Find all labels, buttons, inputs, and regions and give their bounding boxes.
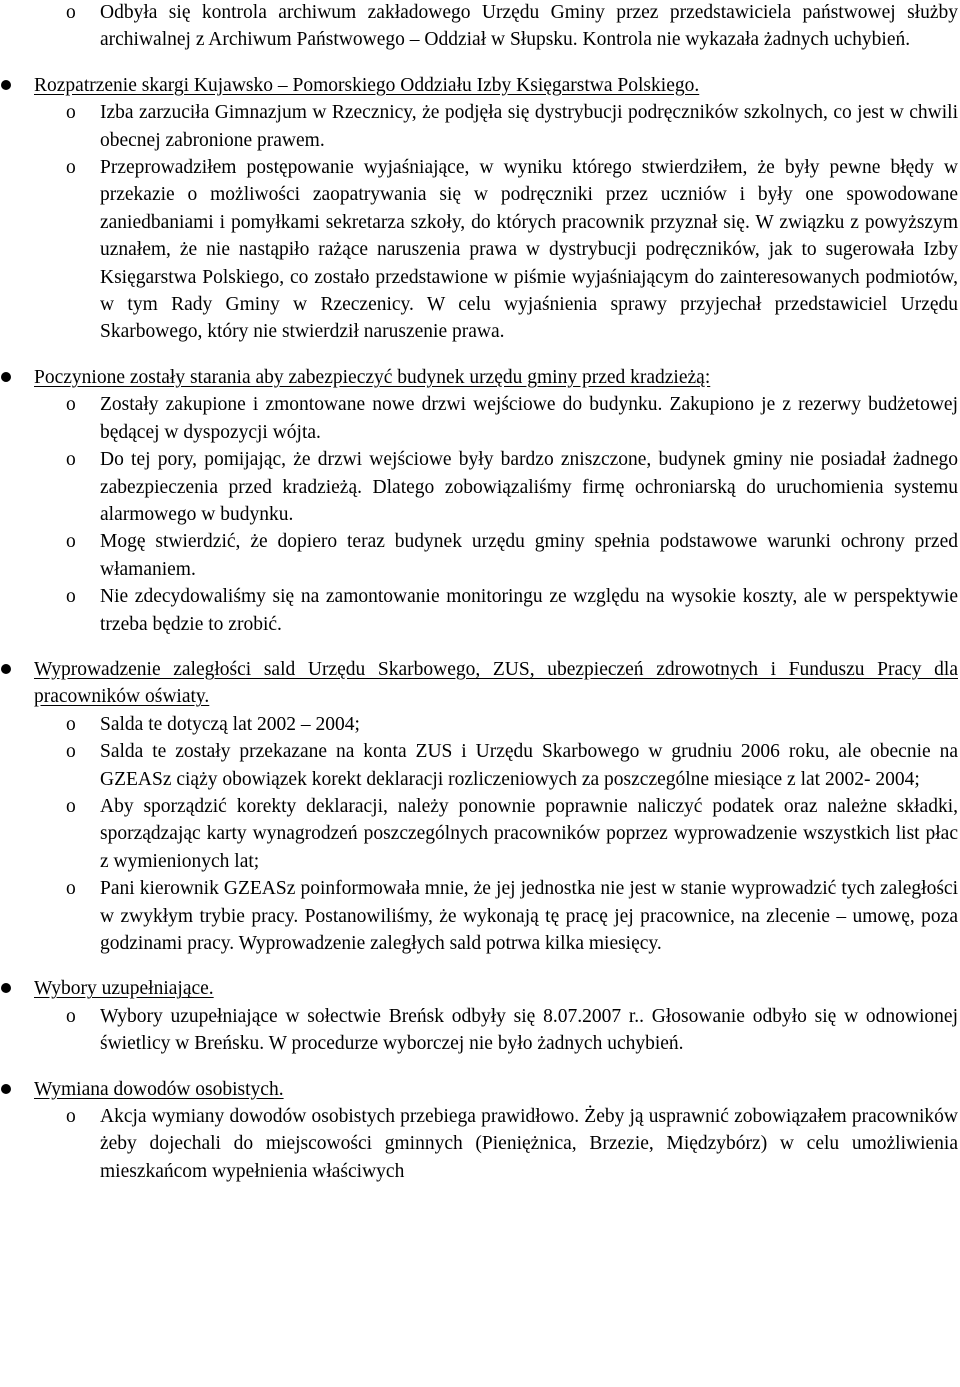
list-marker: o: [66, 586, 76, 608]
list-marker: o: [66, 1005, 76, 1027]
item-text: Izba zarzuciła Gimnazjum w Rzecznicy, że podjęła się dystrybucji podręczników szkolnych, co jest w chwili obecnej zabronione prawem.: [100, 102, 958, 151]
list-marker: o: [66, 878, 76, 900]
item-text: Salda te zostały przekazane na konta ZUS i Urzędu Skarbowego w grudniu 2006 roku, ale obecnie na GZEASz ciąży obowiązek korekt deklaracji rozliczeniowych za poszczególne miesiące z lat 2002- 2004;: [100, 741, 958, 790]
section-heading: Wymiana dowodów osobistych.: [34, 1078, 284, 1100]
bullet-icon: [1, 80, 11, 90]
list-item: [66, 583, 958, 638]
list-marker: o: [66, 741, 76, 763]
bullet-icon: [1, 1084, 11, 1094]
list-marker: o: [66, 449, 76, 471]
section-wybory: [34, 975, 958, 1002]
list-item: [66, 793, 958, 875]
item-text: Odbyła się kontrola archiwum zakładowego Urzędu Gminy przez przedstawiciela państwowej służby archiwalnej z Archiwum Państwowego – Oddział w Słupsku. Kontrola nie wykazała żadnych uchybień.: [100, 2, 958, 51]
spacer: [0, 957, 960, 975]
spacer: [0, 346, 960, 364]
spacer: [0, 1058, 960, 1076]
list-marker: o: [66, 157, 76, 179]
list-item: [66, 738, 958, 793]
list-marker: o: [66, 795, 76, 817]
item-text: Nie zdecydowaliśmy się na zamontowanie monitoringu ze względu na wysokie koszty, ale w perspektywie trzeba będzie to zrobić.: [100, 586, 958, 635]
list-item: [66, 1103, 958, 1185]
list-marker: o: [66, 713, 76, 735]
list-item: [66, 528, 958, 583]
list-item: [66, 0, 958, 54]
section-zaleglosci: [34, 656, 958, 711]
bullet-icon: [1, 372, 11, 382]
item-text: Pani kierownik GZEASz poinformowała mnie, że jej jednostka nie jest w stanie wyprowadzić tych zaległości w zwykłym trybie pracy. Postanowiliśmy, że wykonają tę pracę jej pracownice, na zlecenie – umowę, poza godzinami pracy. Wyprowadzenie zaległych sald potrwa kilka miesięcy.: [100, 878, 958, 954]
spacer: [0, 638, 960, 656]
spacer: [0, 54, 960, 72]
bullet-icon: [1, 983, 11, 993]
item-text: Mogę stwierdzić, że dopiero teraz budynek urzędu gminy spełnia podstawowe warunki ochrony przed włamaniem.: [100, 531, 958, 580]
section-zabezpieczenie: [34, 364, 958, 391]
list-marker: o: [66, 531, 76, 553]
list-item: [66, 391, 958, 446]
item-text: Akcja wymiany dowodów osobistych przebiega prawidłowo. Żeby ją usprawnić zobowiązałem pracowników żeby dojechali do miejscowości gminnych (Pieniężnica, Brzezie, Międzybórz) w celu umożliwienia mieszkańcom wypełnienia właściwych: [100, 1106, 958, 1182]
list-item: [66, 446, 958, 528]
list-marker: o: [66, 394, 76, 416]
section-heading: Wyprowadzenie zaległości sald Urzędu Skarbowego, ZUS, ubezpieczeń zdrowotnych i Funduszu Pracy dla pracowników oświaty.: [34, 658, 958, 708]
section-heading: Wybory uzupełniające.: [34, 978, 214, 1000]
item-text: Wybory uzupełniające w sołectwie Breńsk odbyły się 8.07.2007 r.. Głosowanie odbyło się w odnowionej świetlicy w Breńsku. W procedurze wyborczej nie było żadnych uchybień.: [100, 1005, 958, 1055]
item-text: Aby sporządzić korekty deklaracji, należy ponownie poprawnie naliczyć podatek oraz należne składki, sporządzając karty wynagrodzeń poszczególnych pracowników poprzez wyprowadzenie wszystkich list płac z wymienionych lat;: [100, 795, 958, 872]
item-text: Do tej pory, pomijając, że drzwi wejściowe były bardzo zniszczone, budynek gminy nie posiadał żadnego zabezpieczenia przed kradzieżą. Dlatego zobowiązaliśmy firmę ochroniarską do uruchomienia systemu alarmowego w budynku.: [100, 449, 958, 525]
bullet-icon: [1, 664, 11, 674]
section-dowody: [34, 1076, 958, 1103]
list-item: [66, 99, 958, 154]
list-item: [66, 154, 958, 346]
section-heading: Rozpatrzenie skargi Kujawsko – Pomorskiego Oddziału Izby Księgarstwa Polskiego.: [34, 74, 700, 96]
section-heading: Poczynione zostały starania aby zabezpieczyć budynek urzędu gminy przed kradzieżą:: [34, 366, 711, 388]
list-item: [66, 875, 958, 957]
list-marker: o: [66, 102, 76, 124]
item-text: Salda te dotyczą lat 2002 – 2004;: [100, 713, 360, 735]
item-text: Zostały zakupione i zmontowane nowe drzwi wejściowe do budynku. Zakupiono je z rezerwy budżetowej będącej w dyspozycji wójta.: [100, 394, 958, 443]
section-skarga: [34, 72, 958, 99]
list-item: [66, 711, 958, 738]
list-item: [66, 1003, 958, 1058]
list-marker: o: [66, 1106, 76, 1128]
item-text: Przeprowadziłem postępowanie wyjaśniające, w wyniku którego stwierdziłem, że były pewne błędy w przekazie o możliwości zaopatrywania się w podręczniki przez uczniów i były one spowodowane zaniedbaniami i pomyłkami sekretarza szkoły, do których pracownik przyznał się. W związku z powyższym uznałem, że nie nastąpiło rażące naruszenia prawa w dystrybucji podręczników, jak to sugerowała Izby Księgarstwa Polskiego, co zostało przedstawione w piśmie wyjaśniającym do zainteresowanych podmiotów, w tym Rady Gminy w Rzeczenicy. W celu wyjaśnienia sprawy przyjechał przedstawiciel Urzędu Skarbowego, który nie stwierdził naruszenie prawa.: [100, 157, 958, 343]
list-marker: o: [66, 2, 76, 23]
